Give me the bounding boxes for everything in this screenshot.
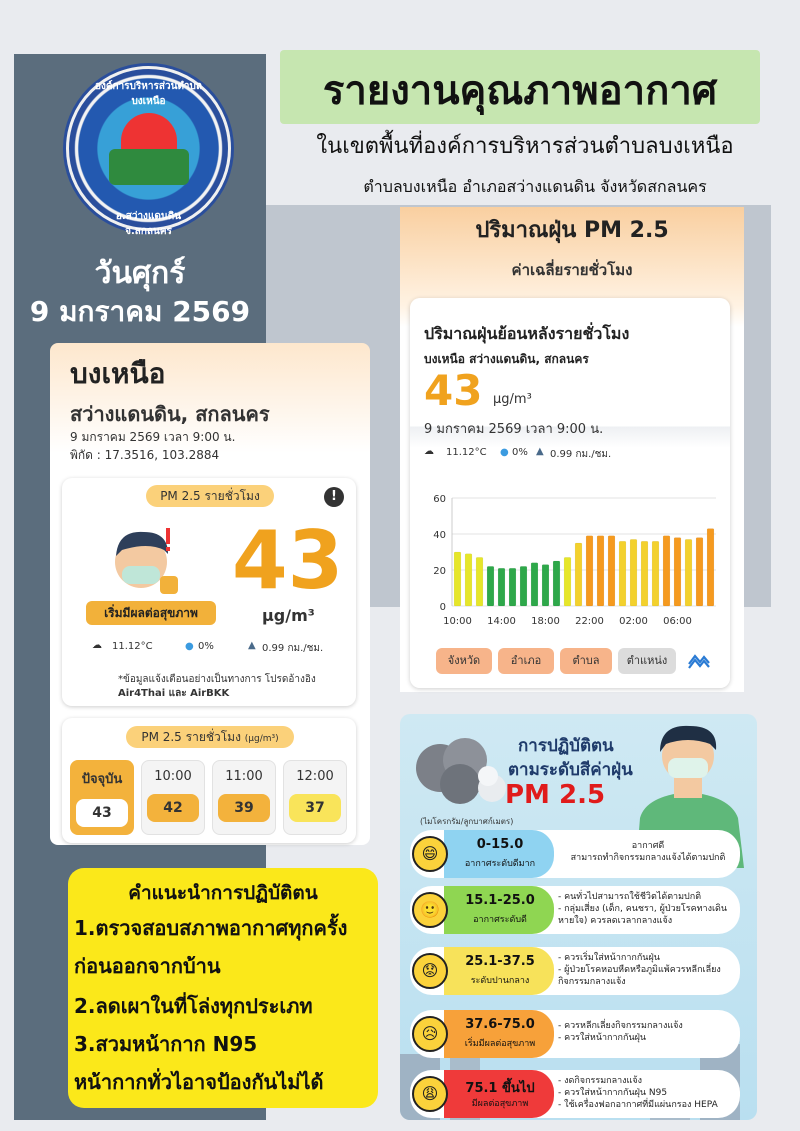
station-datetime: 9 มกราคม 2569 เวลา 9:00 น.: [70, 430, 236, 444]
current-pm-value: 43: [232, 514, 344, 607]
health-effect-badge: เริ่มมีผลต่อสุขภาพ: [86, 601, 216, 625]
pm-history-unit: µg/m³: [493, 392, 532, 407]
pm-level-label: มีผลต่อสุขภาพ: [471, 1099, 529, 1109]
disclaimer-line-2: Air4Thai และ AirBKK: [118, 688, 230, 699]
logo-text-bottom: อ.สว่างแดนดิน จ.สกลนคร: [115, 211, 182, 237]
y-tick-label: 40: [433, 530, 446, 541]
chart-bar: [465, 554, 472, 606]
cloud-icon: ☁: [92, 640, 102, 651]
raindrop-icon: ●: [185, 641, 194, 652]
hourly-slot[interactable]: [283, 760, 347, 835]
disclaimer: [118, 673, 328, 701]
pm-history-title: ปริมาณฝุ่นย้อนหลังรายชั่วโมง: [424, 324, 630, 343]
guide-title-2: ตามระดับสีค่าฝุ่น: [508, 760, 633, 780]
pm-level-row: [410, 830, 740, 878]
chart-bar: [586, 536, 593, 606]
y-tick-label: 60: [433, 494, 446, 505]
page-address: ตำบลบงเหนือ อำเภอสว่างแดนดิน จังหวัดสกลนคร: [363, 177, 707, 196]
chart-bar: [696, 538, 703, 606]
pm-history-datetime: 9 มกราคม 2569 เวลา 9:00 น.: [424, 422, 604, 437]
x-tick-label: 14:00: [487, 616, 516, 627]
pm-level-label: อากาศระดับดีมาก: [464, 859, 536, 869]
chart-bar: [674, 538, 681, 606]
tab-location[interactable]: ตำแหน่ง: [618, 648, 676, 674]
hourly-value: 39: [218, 794, 270, 822]
pm-level-row: [410, 1070, 740, 1118]
chart-bar: [553, 561, 560, 606]
chart-bar: [707, 529, 714, 606]
map-icon[interactable]: [688, 650, 710, 670]
pm-level-label: ระดับปานกลาง: [470, 976, 530, 986]
chart-bar: [652, 541, 659, 606]
chart-bar: [685, 539, 692, 606]
chart-bar: [575, 543, 582, 606]
info-icon[interactable]: !: [324, 487, 344, 507]
pm-level-desc: - ควรหลีกเลี่ยงกิจกรรมกลางแจ้ง - ควรใส่หน้ากากกันฝุ่น: [558, 1021, 683, 1043]
x-tick-label: 22:00: [575, 616, 604, 627]
chart-bar: [564, 557, 571, 606]
wind-icon: ▲: [536, 446, 544, 457]
chart-bar: [531, 563, 538, 606]
day-label: วันศุกร์: [94, 256, 186, 291]
chart-bar: [619, 541, 626, 606]
rain-value: 0%: [198, 641, 214, 652]
hourly-slot[interactable]: [141, 760, 205, 835]
station-name: บงเหนือ: [70, 357, 166, 390]
sun-icon: [121, 113, 177, 149]
pm-level-row: [410, 947, 740, 995]
station-coords: พิกัด : 17.3516, 103.2884: [70, 448, 220, 462]
very-happy-face-icon: 😄: [412, 836, 448, 872]
hourly-value: 42: [147, 794, 199, 822]
weary-face-icon: 😩: [412, 1076, 448, 1112]
sad-face-icon: 😥: [412, 1016, 448, 1052]
chart-bar: [498, 568, 505, 606]
x-tick-label: 18:00: [531, 616, 560, 627]
guide-title-1: การปฏิบัติตน: [518, 736, 614, 756]
cloud-icon: ☁: [424, 446, 434, 457]
pm-hourly-label: PM 2.5 รายชั่วโมง: [146, 485, 274, 507]
advice-item: 1.ตรวจสอบสภาพอากาศทุกครั้ง: [74, 916, 348, 940]
y-tick-label: 20: [433, 566, 446, 577]
pm-level-range: 75.1 ขึ้นไป: [465, 1081, 535, 1096]
pm-level-range: 37.6-75.0: [465, 1017, 535, 1032]
chart-bar: [597, 536, 604, 606]
pm-chart-subtitle: ค่าเฉลี่ยรายชั่วโมง: [511, 261, 633, 279]
wind-value: 0.99 กม./ชม.: [262, 643, 324, 654]
chart-bar: [630, 539, 637, 606]
station-location: สว่างแดนดิน, สกลนคร: [70, 402, 270, 426]
chart-bar: [476, 557, 483, 606]
tab-district[interactable]: อำเภอ: [498, 648, 554, 674]
chart-bar: [454, 552, 461, 606]
pm-level-desc: - งดกิจกรรมกลางแจ้ง - ควรใส่หน้ากากกันฝุ่น N95 - ใช้เครื่องฟอกอากาศที่มีแผ่นกรอง HEPA: [558, 1076, 718, 1110]
advice-heading: คำแนะนำการปฏิบัติตน: [128, 882, 318, 904]
advice-item: ก่อนออกจากบ้าน: [74, 954, 221, 978]
hourly-label-text: PM 2.5 รายชั่วโมง: [141, 730, 241, 744]
date-label: 9 มกราคม 2569: [29, 295, 251, 328]
rain-value: 0%: [512, 447, 528, 458]
pm-history-location: บงเหนือ สว่างแดนดิน, สกลนคร: [424, 352, 589, 366]
tab-subdistrict[interactable]: ตำบล: [560, 648, 612, 674]
hourly-time: 11:00: [225, 769, 263, 784]
pm-level-row: [410, 886, 740, 934]
raindrop-icon: ●: [500, 447, 509, 458]
chart-bar: [509, 568, 516, 606]
y-tick-label: 0: [439, 602, 446, 613]
advice-item: 3.สวมหน้ากาก N95: [74, 1032, 258, 1056]
hourly-slot[interactable]: [212, 760, 276, 835]
pm-level-row: [410, 1010, 740, 1058]
hourly-label: [126, 726, 294, 748]
advice-box: [68, 868, 378, 1108]
hourly-time: ปัจจุบัน: [81, 772, 123, 787]
page-subtitle: ในเขตพื้นที่องค์การบริหารส่วนตำบลบงเหนือ: [316, 134, 734, 159]
masked-face-icon: [108, 520, 178, 600]
current-pm-unit: µg/m³: [262, 606, 315, 625]
chart-bar: [542, 565, 549, 606]
pm-history-value: 43: [424, 366, 483, 415]
pm-chart-title: ปริมาณฝุ่น PM 2.5: [475, 218, 669, 243]
dust-cloud-icon: [410, 728, 510, 818]
wind-icon: ▲: [248, 640, 256, 651]
organization-logo: [66, 66, 231, 237]
hourly-slot[interactable]: [70, 760, 134, 835]
guide-unit: (ไมโครกรัม/ลูกบาศก์เมตร): [420, 817, 514, 826]
temperature-value: 11.12°C: [112, 641, 153, 652]
x-tick-label: 10:00: [443, 616, 472, 627]
page-title: รายงานคุณภาพอากาศ: [322, 68, 718, 114]
chart-bar: [641, 541, 648, 606]
hourly-time: 10:00: [154, 769, 192, 784]
chart-bar: [663, 536, 670, 606]
chart-bar: [608, 536, 615, 606]
hourly-label-unit: (µg/m³): [244, 734, 279, 744]
disclaimer-line-1: *ข้อมูลแจ้งเตือนอย่างเป็นทางการ โปรดอ้างอิง: [118, 674, 316, 685]
pm-bar-chart: [426, 492, 722, 632]
advice-item: 2.ลดเผาในที่โล่งทุกประเภท: [74, 994, 313, 1018]
pm-level-range: 15.1-25.0: [465, 893, 535, 908]
wind-value: 0.99 กม./ชม.: [550, 449, 612, 460]
logo-text-top: องค์การบริหารส่วนตำบลบงเหนือ: [94, 81, 203, 107]
worried-face-icon: 😟: [412, 953, 448, 989]
pm-level-range: 0-15.0: [476, 837, 524, 852]
pm-level-range: 25.1-37.5: [465, 954, 535, 969]
pm-level-desc: - ควรเริ่มใส่หน้ากากกันฝุ่น - ผู้ป่วยโรคหอบหืดหรือภูมิแพ้ควรหลีกเลี่ยงกิจกรรมกลางแจ้ง: [558, 953, 721, 987]
temperature-value: 11.12°C: [446, 447, 487, 458]
chart-bar: [487, 566, 494, 606]
tab-province[interactable]: จังหวัด: [436, 648, 492, 674]
smiling-face-icon: 🙂: [412, 892, 448, 928]
pm-level-desc: อากาศดี สามารถทำกิจกรรมกลางแจ้งได้ตามปกติ: [570, 841, 726, 863]
hourly-time: 12:00: [296, 769, 334, 784]
hourly-value: 37: [289, 794, 341, 822]
lotus-icon: [109, 149, 189, 185]
guide-title-pm: PM 2.5: [505, 780, 606, 810]
advice-item: หน้ากากทั่วไอาจป้องกันไม่ได้: [74, 1070, 324, 1094]
hourly-value: 43: [76, 799, 128, 827]
x-tick-label: 06:00: [663, 616, 692, 627]
pm-level-label: อากาศระดับดี: [473, 915, 527, 925]
x-tick-label: 02:00: [619, 616, 648, 627]
pm-level-label: เริ่มมีผลต่อสุขภาพ: [464, 1039, 536, 1049]
pm-level-desc: - คนทั่วไปสามารถใช้ชีวิตได้ตามปกติ - กลุ่มเสี่ยง (เด็ก, คนชรา, ผู้ป่วยโรคทางเดินหายใจ) ควรลดเวลากลางแจ้ง: [558, 892, 728, 926]
chart-bar: [520, 566, 527, 606]
